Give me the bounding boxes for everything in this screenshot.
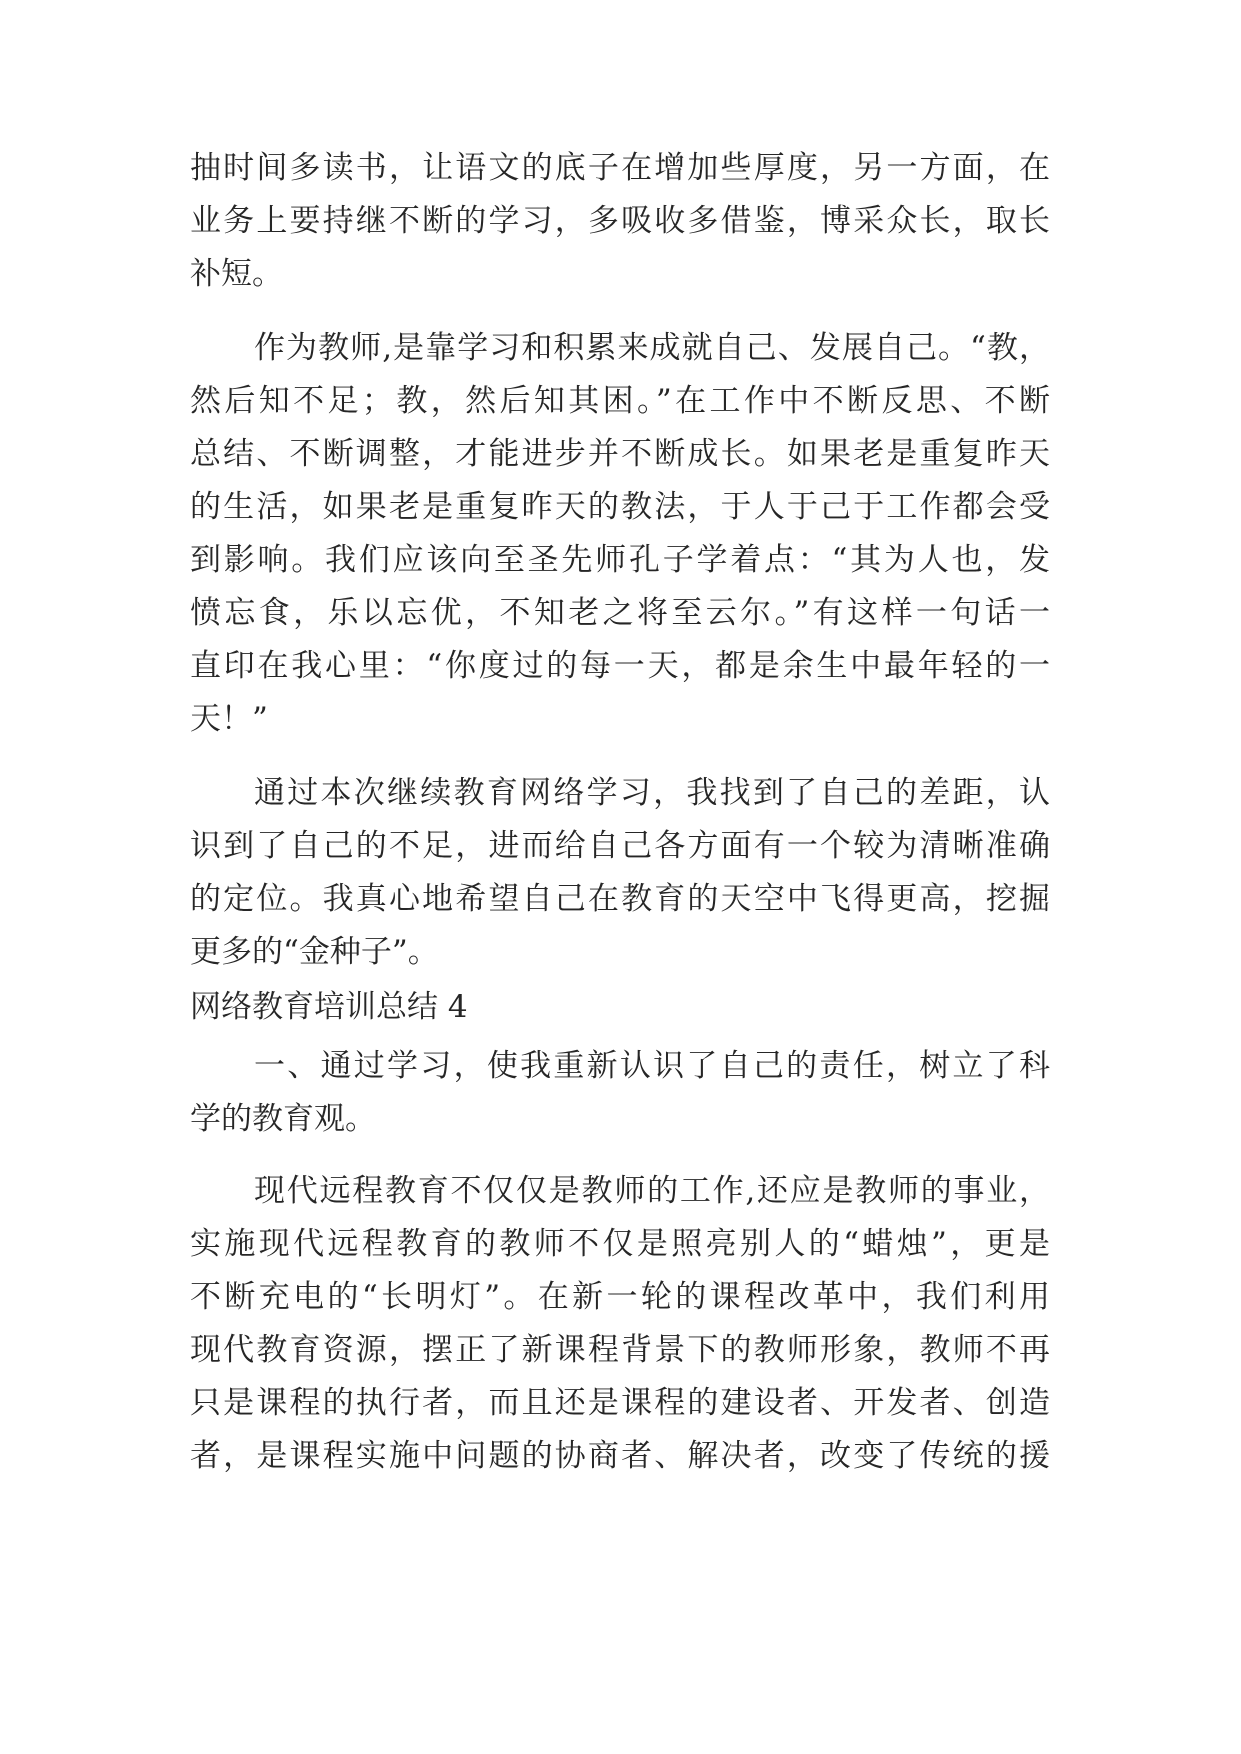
text-line-15: 更多的“金种子”。 <box>190 934 439 970</box>
text-line-12: 通过本次继续教育网络学习，我找到了自己的差距，认 <box>254 775 1050 811</box>
text-line-14: 的定位。我真心地希望自己在教育的天空中飞得更高，挖掘 <box>190 881 1050 917</box>
text-line-13: 识到了自己的不足，进而给自己各方面有一个较为清晰准确 <box>190 828 1050 864</box>
text-line-1: 抽时间多读书，让语文的底子在增加些厚度，另一方面，在 <box>190 150 1050 186</box>
text-line-20: 实施现代远程教育的教师不仅是照亮别人的“蜡烛”，更是 <box>190 1226 1050 1262</box>
text-line-10: 直印在我心里：“你度过的每一天，都是余生中最年轻的一 <box>190 648 1050 684</box>
section-heading: 网络教育培训总结 4 <box>190 989 468 1025</box>
text-line-22: 现代教育资源，摆正了新课程背景下的教师形象，教师不再 <box>190 1332 1050 1368</box>
text-line-24: 者，是课程实施中问题的协商者、解决者，改变了传统的援 <box>190 1438 1050 1474</box>
text-line-5: 然后知不足；教，然后知其困。”在工作中不断反思、不断 <box>190 383 1050 419</box>
text-line-11: 天！” <box>190 701 268 737</box>
text-line-18: 学的教育观。 <box>190 1101 376 1137</box>
text-line-17: 一、通过学习，使我重新认识了自己的责任，树立了科 <box>254 1048 1050 1084</box>
text-line-3: 补短。 <box>190 256 283 292</box>
text-line-4: 作为教师,是靠学习和积累来成就自己、发展自己。“教， <box>254 330 1050 366</box>
text-line-8: 到影响。我们应该向至圣先师孔子学着点：“其为人也，发 <box>190 542 1050 578</box>
text-line-6: 总结、不断调整，才能进步并不断成长。如果老是重复昨天 <box>190 436 1050 472</box>
text-line-23: 只是课程的执行者，而且还是课程的建设者、开发者、创造 <box>190 1385 1050 1421</box>
text-line-21: 不断充电的“长明灯”。在新一轮的课程改革中，我们利用 <box>190 1279 1050 1315</box>
text-line-9: 愤忘食，乐以忘优，不知老之将至云尔。”有这样一句话一 <box>190 595 1050 631</box>
text-line-7: 的生活，如果老是重复昨天的教法，于人于己于工作都会受 <box>190 489 1050 525</box>
text-line-2: 业务上要持继不断的学习，多吸收多借鉴，博采众长，取长 <box>190 203 1050 239</box>
text-line-19: 现代远程教育不仅仅是教师的工作,还应是教师的事业， <box>254 1173 1050 1209</box>
